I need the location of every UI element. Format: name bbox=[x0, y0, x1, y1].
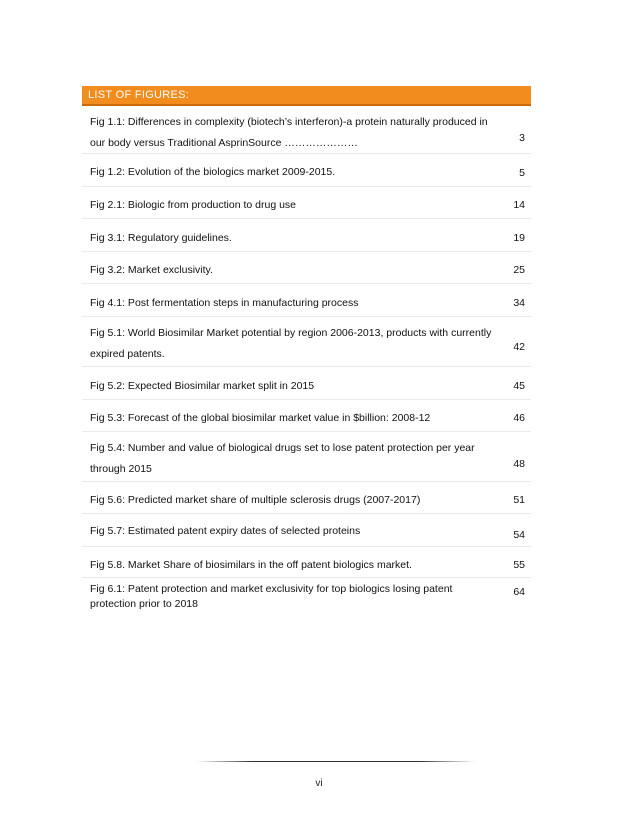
footer-divider bbox=[196, 761, 476, 762]
figure-row bbox=[82, 252, 531, 284]
page-number: vi bbox=[315, 778, 323, 789]
figures-table bbox=[82, 106, 531, 620]
figure-row bbox=[82, 400, 531, 432]
figure-row bbox=[82, 317, 531, 367]
figure-page-number: 54 bbox=[513, 529, 525, 541]
figure-row bbox=[82, 547, 531, 578]
figure-label: Fig 3.1: Regulatory guidelines. bbox=[90, 232, 232, 244]
figure-page-number: 19 bbox=[513, 232, 525, 244]
figure-row bbox=[82, 284, 531, 317]
figure-label: Fig 1.1: Differences in complexity (biotech’s interferon)-a protein naturally produced in our body versus Traditional AsprinSource ………………… bbox=[90, 116, 488, 149]
figure-label: Fig 5.7: Estimated patent expiry dates of selected proteins bbox=[90, 525, 361, 537]
figure-row bbox=[82, 432, 531, 482]
figure-page-number: 45 bbox=[513, 380, 525, 392]
figure-page-number: 25 bbox=[513, 264, 525, 276]
figure-row bbox=[82, 154, 531, 187]
figure-label: Fig 5.2: Expected Biosimilar market split in 2015 bbox=[90, 380, 315, 392]
figure-page-number: 5 bbox=[519, 167, 525, 179]
figure-page-number: 64 bbox=[513, 586, 525, 598]
figure-label: Fig 2.1: Biologic from production to drug use bbox=[90, 199, 297, 211]
figure-page-number: 14 bbox=[513, 199, 525, 211]
section-title: LIST OF FIGURES: bbox=[88, 89, 190, 101]
figure-label: Fig 4.1: Post fermentation steps in manufacturing process bbox=[90, 297, 359, 309]
list-of-figures-header bbox=[82, 86, 531, 106]
figure-label: Fig 5.4: Number and value of biological drugs set to lose patent protection per year through 2015 bbox=[90, 442, 475, 475]
figure-page-number: 51 bbox=[513, 494, 525, 506]
figure-page-number: 3 bbox=[519, 132, 525, 144]
figure-label: Fig 1.2: Evolution of the biologics market 2009-2015. bbox=[90, 166, 336, 178]
figure-row bbox=[82, 578, 531, 620]
figure-page-number: 46 bbox=[513, 412, 525, 424]
figure-label: Fig 3.2: Market exclusivity. bbox=[90, 264, 213, 276]
figure-label: Fig 5.1: World Biosimilar Market potential by region 2006-2013, products with currently expired patents. bbox=[90, 327, 492, 360]
figure-label: Fig 5.8. Market Share of biosimilars in the off patent biologics market. bbox=[90, 559, 412, 571]
figure-page-number: 42 bbox=[513, 341, 525, 353]
figure-label: Fig 5.3: Forecast of the global biosimilar market value in $billion: 2008-12 bbox=[90, 412, 431, 424]
figure-label: Fig 6.1: Patent protection and market exclusivity for top biologics losing patent protection prior to 2018 bbox=[90, 583, 453, 610]
figure-row bbox=[82, 367, 531, 400]
figure-row bbox=[82, 106, 531, 154]
figure-row bbox=[82, 482, 531, 514]
figure-row bbox=[82, 219, 531, 252]
figure-page-number: 55 bbox=[513, 559, 525, 571]
figure-row bbox=[82, 514, 531, 547]
figure-row bbox=[82, 187, 531, 219]
figure-label: Fig 5.6: Predicted market share of multiple sclerosis drugs (2007-2017) bbox=[90, 494, 421, 506]
figure-page-number: 48 bbox=[513, 458, 525, 470]
figure-page-number: 34 bbox=[513, 297, 525, 309]
